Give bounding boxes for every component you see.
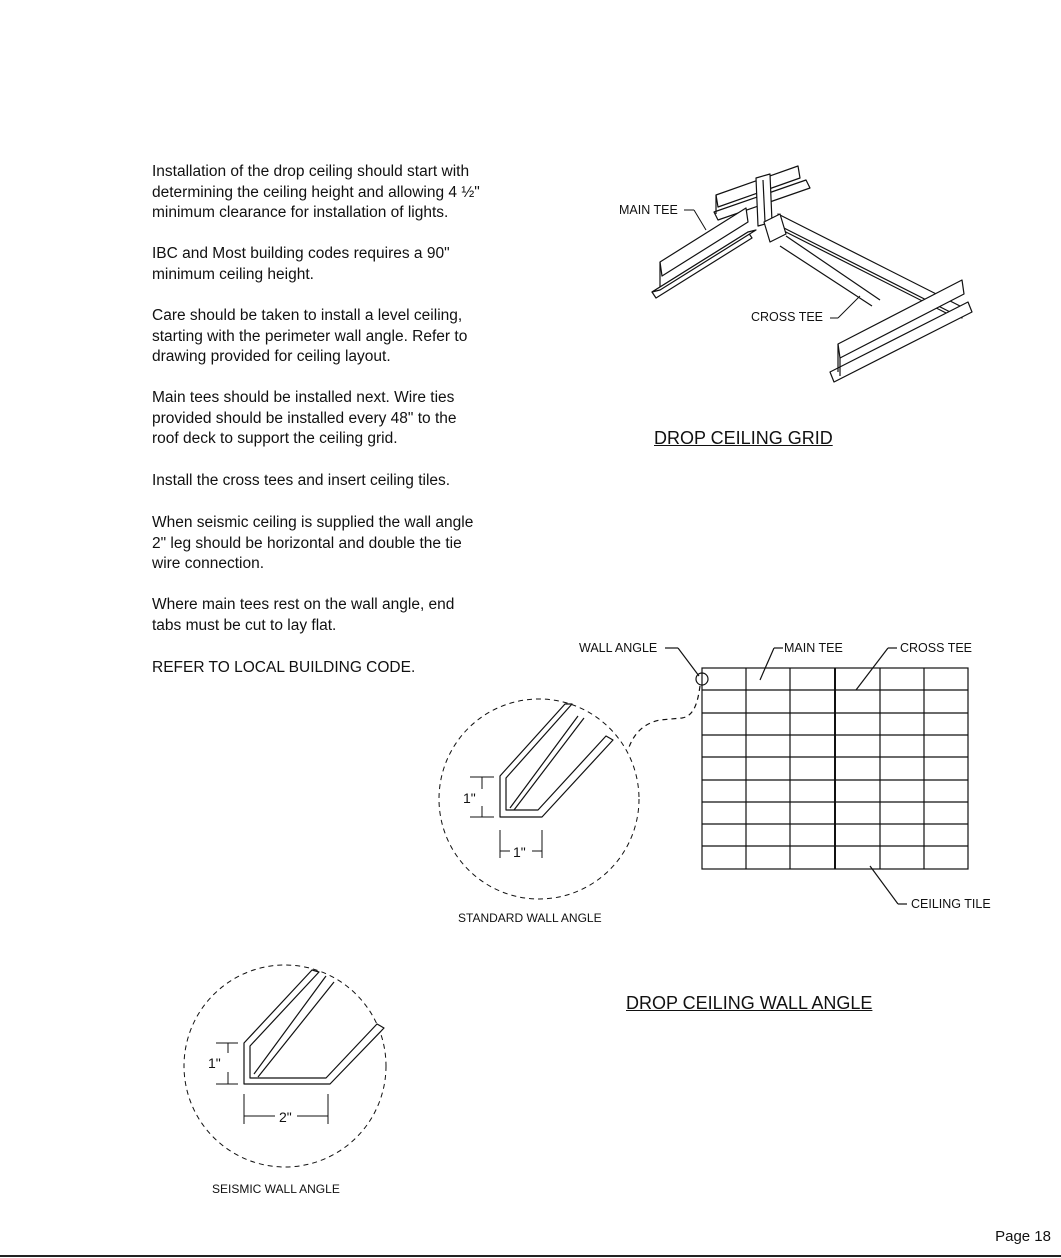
footer-rule bbox=[0, 1255, 1061, 1257]
plan-ceiling-tile-label: CEILING TILE bbox=[911, 897, 991, 911]
instruction-ceiling-height: Installation of the drop ceiling should start with determining the ceiling height and allowing 4 ½" minimum clearance for installation of lights. bbox=[152, 163, 480, 221]
instruction-end-tabs: Where main tees rest on the wall angle, end tabs must be cut to lay flat. bbox=[152, 596, 455, 634]
instruction-building-code: REFER TO LOCAL BUILDING CODE. bbox=[152, 659, 416, 676]
standard-width-dim: 1" bbox=[513, 844, 526, 860]
grid-cross-tee-label: CROSS TEE bbox=[751, 310, 824, 324]
standard-wall-angle-caption: STANDARD WALL ANGLE bbox=[458, 911, 602, 925]
seismic-wall-angle-caption: SEISMIC WALL ANGLE bbox=[212, 1182, 340, 1196]
seismic-height-dim: 1" bbox=[208, 1055, 221, 1071]
instruction-seismic: When seismic ceiling is supplied the wall angle 2" leg should be horizontal and double the tie wire connection. bbox=[152, 514, 474, 572]
instruction-min-height: IBC and Most building codes requires a 90" minimum ceiling height. bbox=[152, 245, 450, 283]
grid-main-tee-label: MAIN TEE bbox=[619, 203, 678, 217]
drop-ceiling-grid-caption: DROP CEILING GRID bbox=[654, 428, 833, 448]
drop-ceiling-wall-angle-caption: DROP CEILING WALL ANGLE bbox=[626, 993, 873, 1013]
instruction-cross-tees: Install the cross tees and insert ceiling tiles. bbox=[152, 472, 451, 489]
plan-main-tee-label: MAIN TEE bbox=[784, 641, 843, 655]
page-number: Page 18 bbox=[995, 1228, 1051, 1245]
standard-height-dim: 1" bbox=[463, 790, 476, 806]
instruction-level-ceiling: Care should be taken to install a level ceiling, starting with the perimeter wall angle. Refer to drawing provided for ceiling layout. bbox=[152, 307, 468, 365]
plan-cross-tee-label: CROSS TEE bbox=[900, 641, 973, 655]
instruction-main-tees: Main tees should be installed next. Wire ties provided should be installed every 48" to the roof deck to support the ceiling grid. bbox=[152, 389, 457, 447]
plan-wall-angle-label: WALL ANGLE bbox=[579, 641, 658, 655]
seismic-width-dim: 2" bbox=[279, 1109, 292, 1125]
